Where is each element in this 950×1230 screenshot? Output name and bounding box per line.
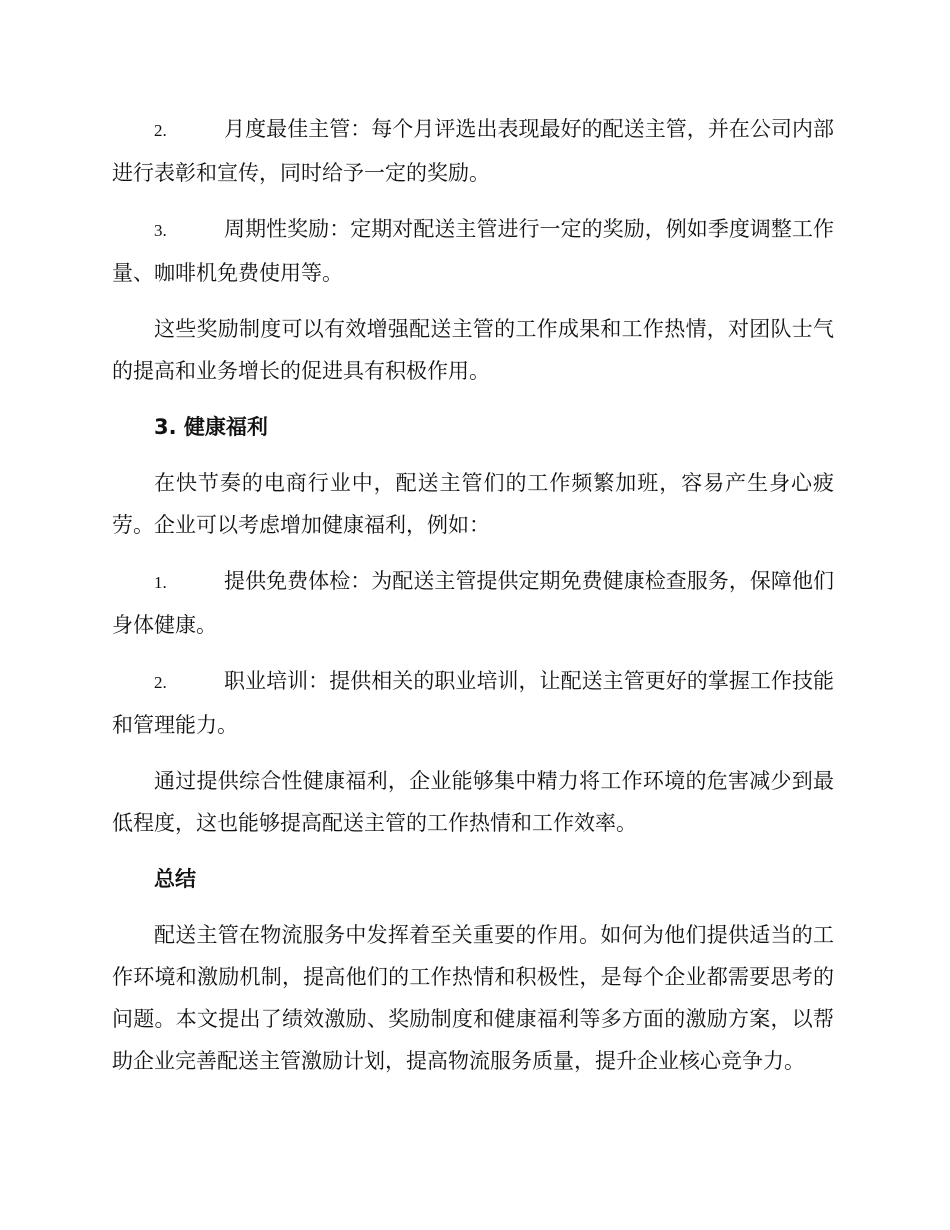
paragraph: 配送主管在物流服务中发挥着至关重要的作用。如何为他们提供适当的工作环境和激励机制，提高他们的工作热情和积极性，是每个企业都需要思考的问题。本文提出了绩效激励、奖励制度和健康福利等多方面的激励方案，以帮助企业完善配送主管激励计划，提高物流服务质量，提升企业核心竞争力。 [112,923,834,1073]
list-item [112,108,834,194]
list-item [112,660,834,746]
list-text: 月度最佳主管：每个月评选出表现最好的配送主管，并在公司内部进行表彰和宣传，同时给予一定的奖励。 [112,117,834,185]
section-heading-summary: 总结 [154,867,196,891]
list-text: 周期性奖励：定期对配送主管进行一定的奖励，例如季度调整工作量、咖啡机免费使用等。 [112,217,834,285]
list-number: 2. [154,673,167,692]
document-page [112,108,834,1096]
list-text: 提供免费体检：为配送主管提供定期免费健康检查服务，保障他们身体健康。 [112,569,834,637]
paragraph: 通过提供综合性健康福利，企业能够集中精力将工作环境的危害减少到最低程度，这也能够提高配送主管的工作热情和工作效率。 [112,769,834,835]
list-number: 2. [154,121,167,140]
list-item [112,208,834,294]
list-text: 职业培训：提供相关的职业培训，让配送主管更好的掌握工作技能和管理能力。 [112,669,834,737]
section-heading-health: 3. 健康福利 [154,415,268,439]
paragraph: 这些奖励制度可以有效增强配送主管的工作成果和工作热情，对团队士气的提高和业务增长的促进具有积极作用。 [112,317,834,383]
list-number: 3. [154,221,167,240]
paragraph: 在快节奏的电商行业中，配送主管们的工作频繁加班，容易产生身心疲劳。企业可以考虑增加健康福利，例如： [112,471,834,537]
list-number: 1. [154,573,167,592]
list-item [112,560,834,646]
